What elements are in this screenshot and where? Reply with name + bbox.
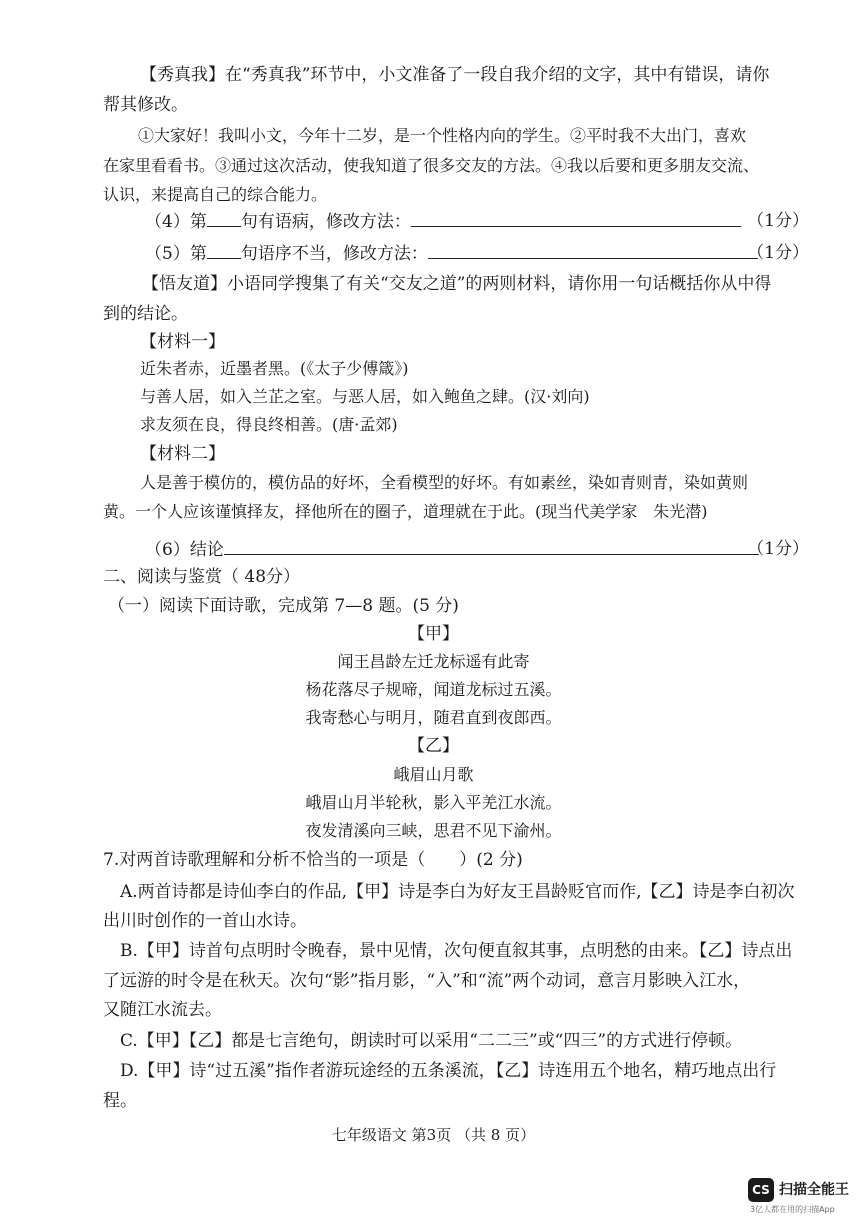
q7-stem: 7.对两首诗歌理解和分析不恰当的一项是（ ）(2 分) [103,850,523,870]
watermark-name: 扫描全能王 [779,1182,849,1198]
xiuzhenwo-prompt-line2: 帮其修改。 [103,95,188,115]
poem-b-line1: 峨眉山月半轮秋，影入平羌江水流。 [305,793,562,812]
question-4 [145,210,741,233]
material1-line1: 近朱者赤，近墨者黑。(《太子少傅箴》) [140,359,409,378]
intro-text-line3: 认识，来提高自己的综合能力。 [103,185,328,204]
page-footer: 七年级语文 第3页 （共 8 页） [331,1126,536,1144]
watermark-tagline: 3亿人都在用的扫描App [750,1205,835,1214]
q7-option-d-line2: 程。 [103,1091,137,1111]
question-5 [145,242,758,265]
q4-mid: 句有语病，修改方法： [240,212,411,232]
wuyoudao-prompt-line2: 到的结论。 [103,304,188,324]
q7-option-c-line1: C.【甲】【乙】都是七言绝句，朗读时可以采用“二二三”或“四三”的方式进行停顿。 [120,1031,743,1051]
q7-option-a-line2: 出川时创作的一首山水诗。 [103,911,307,931]
q5-prefix: （5）第 [145,244,207,264]
q6-score: （1分） [747,539,809,559]
q7-option-b-line2: 了远游的时令是在秋天。次句“影”指月影，“入”和“流”两个动词，意言月影映入江水， [103,971,751,991]
material2-title: 【材料二】 [140,444,225,464]
q7-option-d-line1: D.【甲】诗“过五溪”指作者游玩途经的五条溪流，【乙】诗连用五个地名，精巧地点出行 [120,1061,777,1081]
q7-option-b-line1: B.【甲】诗首句点明时令晚春，景中见情，次句便直叙其事，点明愁的由来。【乙】诗点出 [120,941,793,961]
q4-sentence-blank[interactable] [207,210,241,227]
scanner-watermark [748,1176,858,1222]
intro-text-line1: ①大家好！我叫小文，今年十二岁，是一个性格内向的学生。②平时我不大出门，喜欢 [138,126,747,145]
poem-a-line1: 杨花落尽子规啼，闻道龙标过五溪。 [305,680,562,699]
material1-line2: 与善人居，如入兰芷之室。与恶人居，如入鲍鱼之肆。(汉·刘向) [140,387,590,406]
part2-heading: 二、阅读与鉴赏（ 48分） [103,567,301,587]
camscanner-logo-icon: CS [748,1178,774,1202]
xiuzhenwo-prompt-line1: 【秀真我】在“秀真我”环节中，小文准备了一段自我介绍的文字，其中有错误，请你 [140,65,770,85]
q4-score: （1分） [747,211,809,231]
wuyoudao-prompt-line1: 【悟友道】小语同学搜集了有关“交友之道”的两则材料，请你用一句话概括你从中得 [142,274,772,294]
q7-option-b-line3: 又随江水流去。 [103,1000,222,1020]
poem-a-title: 闻王昌龄左迁龙标遥有此寄 [337,652,530,671]
poem-b-title: 峨眉山月歌 [393,765,474,784]
q5-answer-blank[interactable] [428,242,758,259]
material1-line3: 求友须在良，得良终相善。(唐·孟郊) [140,415,398,434]
q6-answer-blank[interactable] [224,538,759,555]
part2-sub1: （一）阅读下面诗歌，完成第 7—8 题。(5 分) [108,596,459,616]
intro-text-line2: 在家里看看书。③通过这次活动，使我知道了很多交友的方法。④我以后要和更多朋友交流、 [103,156,760,175]
poem-b-mark: 【乙】 [408,736,459,756]
material2-line1: 人是善于模仿的，模仿品的好坏，全看模型的好坏。有如素丝，染如青则青，染如黄则 [140,473,749,492]
poem-a-line2: 我寄愁心与明月，随君直到夜郎西。 [305,708,562,727]
q5-mid: 句语序不当，修改方法： [240,244,428,264]
q7-option-a-line1: A.两首诗都是诗仙李白的作品,【甲】诗是李白为好友王昌龄贬官而作,【乙】诗是李白初次 [120,882,795,902]
q5-sentence-blank[interactable] [207,242,241,259]
q6-prefix: （6）结论 [145,540,224,560]
question-6 [145,538,759,561]
q5-score: （1分） [747,243,809,263]
q4-answer-blank[interactable] [411,210,741,227]
material1-title: 【材料一】 [140,332,225,352]
poem-b-line2: 夜发清溪向三峡，思君不见下渝州。 [305,821,562,840]
q4-prefix: （4）第 [145,212,207,232]
material2-line2: 黄。一个人应该谨慎择友，择他所在的圈子，道理就在于此。(现当代美学家 朱光潜) [103,502,708,521]
poem-a-mark: 【甲】 [408,624,459,644]
